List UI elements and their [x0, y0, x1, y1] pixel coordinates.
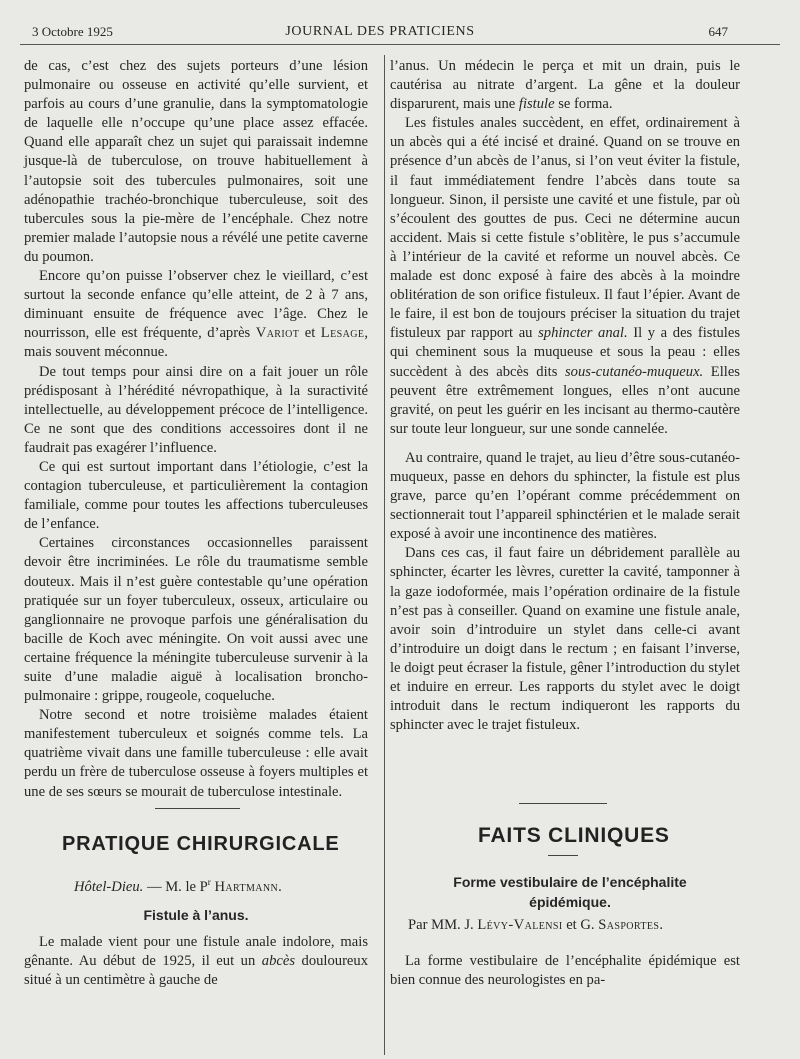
article-subtitle: Fistule à l’anus.	[143, 907, 249, 923]
paragraph: Au contraire, quand le trajet, au lieu d’être sous-cutanéo-muqueux, passe en dehors du sphincter, la fistule est plus grave, parce qu’en l’opérant comme précédemment on sectionnerait tout l’appareil sphinctérien et le malade serait exposé à avoir une incontinence des matières.	[390, 449, 740, 543]
paragraph: de cas, c’est chez des sujets porteurs d’une lésion pulmonaire ou osseuse en activité qu’elle survient, et parfois au cours d’une granulie, dans la symptomatologie de laquelle elle n’occupe qu’une place assez effacée. Quand elle apparaît chez un sujet qui paraissait indemne jusque-là de tuberculose, on trouve habituellement à l’autopsie soit des tubercules pulmonaires, soit une adénopathie trachéo-bronchique tuberculeuse, soit des tubercules sous la pie-mère de l’encéphale. Chez notre premier malade l’autopsie nous a révélé une petite caverne du poumon.	[24, 58, 368, 265]
author-name: Lévy-Valensi	[477, 917, 563, 933]
surgeon-name: Hartmann	[214, 878, 279, 895]
paragraph: Notre second et notre troisième malades étaient manifestement tuberculeux et soignés comme tels. La quatrième vivait dans une famille tuberculeuse : elle avait perdu un frère de tuberculose osseuse à foyers multiples et une de ses sœurs se mourait de tuberculose intestinale.	[24, 707, 368, 800]
left-column	[24, 57, 368, 802]
paragraph: Dans ces cas, il faut faire un débridement parallèle au sphincter, écarter les lèvres, curetter la cavité, tamponner à la gaze iodoformée, mais l’opération ordinaire de la fistule n’est pas à conseiller. Quand on examine une fistule anale, avoir soin d’introduire un stylet dans celle-ci avant d’introduire un doigt dans le rectum ; en faisant l’inverse, le doigt peut écraser la fistule, gêner l’introduction du stylet et induire en erreur. Les rapports du stylet avec le doigt introduit dans le rectum indiqueront les rapports du sphincter avec le trajet fistuleux.	[390, 545, 740, 734]
article-body: Le malade vient pour une fistule anale indolore, mais gênante. Au début de 1925, il eut un abcès douloureux situé à un centimètre à gauche de	[24, 934, 369, 989]
section-rule	[155, 808, 240, 809]
author-name: Sasportes	[598, 917, 660, 933]
service-line: Hôtel-Dieu. — M. le $P^r$ Hartmann.	[74, 877, 282, 895]
page-number: 647	[708, 24, 728, 39]
paragraph: Encore qu’on puisse l’observer chez le vieillard, c’est surtout la seconde enfance qu’elle atteint, de 2 à 7 ans, diminuant ensuite de fréquence avec l’âge. Chez le nourrisson, elle est fréquente, d’après Variot et Lesage, mais souvent méconnue.	[24, 268, 368, 361]
section-rule	[519, 803, 607, 804]
hospital-name: Hôtel-Dieu.	[74, 878, 144, 895]
header-date: 3 Octobre 1925	[32, 24, 113, 39]
paragraph: Ce qui est surtout important dans l’étiologie, c’est la contagion tuberculeuse, et particulièrement la contagion familiale, comme pour toutes les affections tuberculeuses de l’enfance.	[24, 458, 368, 533]
column-divider	[384, 55, 385, 1055]
paragraph: De tout temps pour ainsi dire on a fait jouer un rôle prédisposant à l’hérédité névropathique, à la suractivité intellectuelle, au développement précoce de l’intelligence. Ce ne sont que des conditions accessoires dont il ne faudrait pas exagérer l’influence.	[24, 363, 368, 456]
header-rule	[20, 44, 780, 45]
paragraph: Les fistules anales succèdent, en effet, ordinairement à un abcès qui a été incisé et drainé. Quand on se trouve en présence d’un abcès de l’anus, si l’on veut éviter la fistule, il faut immédiatement fendre l’abcès dans toute sa longueur. Sinon, il persiste une cavité et une fistule, par où s’écoulent des gouttes de pus. Ceci ne détermine aucun accident. Mais si cette fistule s’oblitère, le pus s’accumule à l’intérieur de la cavité et reforme un nouvel abcès. Ce malade est donc exposé à faire des abcès à la moindre oblitération de son orifice fistuleux. Il faut l’épier. Avant de le faire, il est bon de toujours préciser la situation du trajet fistuleux par rapport au sphincter anal. Il y a des fistules qui cheminent sous la muqueuse et sous la peau : elles succèdent à des abcès dits sous-cutanéo-muqueux. Elles peuvent être extrêmement longues, elles n’ont aucune gravité, on peut les guérir en les incisant au thermo-cautère sur toute leur longueur, sur une sonde cannelée.	[390, 115, 741, 437]
author-name: Lesage	[320, 325, 365, 342]
article-body: La forme vestibulaire de l’encéphalite épidémique est bien connue des neurologistes en pa-	[390, 953, 740, 989]
page-header	[32, 24, 728, 44]
right-column	[390, 57, 740, 735]
section-title-faits: FAITS CLINIQUES	[478, 824, 670, 847]
authors-line: Par MM. J. Lévy-Valensi et G. Sasportes.	[408, 917, 664, 933]
author-name: Variot	[255, 325, 300, 342]
paragraph: l’anus. Un médecin le perça et mit un drain, puis le cautérisa au nitrate d’argent. La gêne et la douleur disparurent, mais une fistule se forma.	[390, 58, 740, 113]
section-title-pratique: PRATIQUE CHIRURGICALE	[62, 833, 340, 855]
paragraph: Certaines circonstances occasionnelles paraissent devoir être incriminées. Le rôle du traumatisme semble douteux. Mais il n’est guère contestable qu’une opération pratiquée sur un foyer tuberculeux, osseux, articulaire ou ganglionnaire ne provoque parfois une généralisation du bacille de Koch avec méningite. On voit aussi avec une certaine fréquence la méningite tuberculeuse survenir à la suite d’une maladie aiguë à localisation broncho-pulmonaire : grippe, rougeole, coqueluche.	[24, 535, 368, 705]
journal-title: JOURNAL DES PRATICIENS	[285, 24, 475, 39]
title-underline	[548, 855, 578, 856]
article-subtitle: Forme vestibulaire de l’encéphalite épidémique.	[453, 874, 687, 910]
